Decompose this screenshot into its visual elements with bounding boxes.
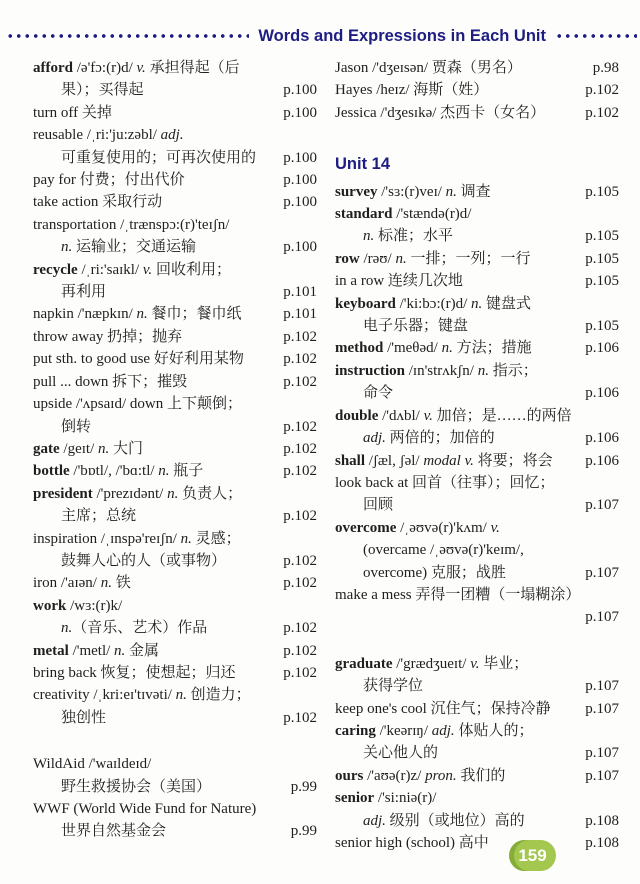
page-ref: p.102	[283, 575, 317, 592]
page-ref: p.107	[585, 745, 619, 762]
entry-line	[335, 181, 619, 203]
entry-line	[33, 326, 317, 348]
word-list-right-column	[335, 57, 619, 854]
entry-text: 命令	[363, 385, 394, 402]
entry-line	[335, 382, 619, 404]
page-ref: p.100	[283, 172, 317, 189]
word-entry	[33, 57, 317, 102]
entry-text: in a row 连续几次地	[335, 273, 463, 290]
page-ref: p.101	[283, 284, 317, 301]
page-ref: p.102	[585, 104, 619, 121]
word-entry	[33, 528, 317, 573]
entry-line	[335, 57, 619, 79]
page-ref: p.107	[585, 767, 619, 784]
entry-text: recycle /ˌri:'saɪkl/ v. 回收利用；	[33, 261, 231, 278]
page-ref: p.106	[585, 385, 619, 402]
entry-line	[335, 765, 619, 787]
entry-line	[33, 416, 317, 438]
entry-text: 鼓舞人心的人（或事物）	[61, 552, 227, 569]
page-ref: p.108	[585, 835, 619, 851]
entry-text: inspiration /ˌɪnspə'reɪʃn/ n. 灵感；	[33, 530, 241, 547]
entry-line	[335, 742, 619, 764]
page-number-badge: 159	[509, 840, 556, 871]
entry-text: pay for 付费；付出代价	[33, 172, 185, 189]
word-entry	[33, 640, 317, 662]
entry-text: take action 采取行动	[33, 194, 163, 211]
word-entry	[33, 214, 317, 259]
page-ref: p.106	[585, 430, 619, 447]
entry-text: 可重复使用的；可再次使用的	[61, 149, 257, 166]
word-list	[33, 57, 619, 854]
entry-line	[33, 662, 317, 684]
entry-line	[33, 640, 317, 662]
page-ref: p.106	[585, 340, 619, 357]
word-entry	[335, 248, 619, 270]
entry-line	[335, 360, 619, 382]
page-ref: p.105	[585, 318, 619, 335]
page-ref: p.105	[585, 273, 619, 290]
page-ref: p.107	[585, 564, 619, 581]
word-entry	[33, 798, 317, 843]
entry-text: 再利用	[61, 284, 107, 301]
entry-line	[335, 472, 619, 494]
entry-text: survey /'sɜ:(r)veɪ/ n. 调查	[335, 183, 491, 200]
word-entry	[33, 460, 317, 482]
entry-line	[335, 517, 619, 539]
entry-line	[33, 281, 317, 303]
entry-line	[335, 584, 619, 606]
entry-line	[33, 147, 317, 169]
entry-text: standard /'stændə(r)d/	[335, 206, 472, 223]
page-ref: p.101	[283, 306, 317, 323]
word-entry	[33, 393, 317, 438]
entry-line	[335, 450, 619, 472]
list-gap	[335, 124, 619, 148]
page-ref: p.102	[283, 328, 317, 345]
entry-text: 关心他人的	[363, 745, 439, 762]
word-entry	[33, 595, 317, 640]
word-entry	[335, 337, 619, 359]
entry-line	[33, 57, 317, 79]
entry-line	[335, 810, 619, 832]
entry-line	[335, 248, 619, 270]
word-entry	[335, 720, 619, 765]
word-entry	[335, 787, 619, 832]
entry-text: creativity /ˌkri:eɪ'tɪvəti/ n. 创造力；	[33, 687, 251, 704]
entry-text: gate /geɪt/ n. 大门	[33, 440, 143, 457]
word-entry	[335, 405, 619, 450]
word-entry	[33, 662, 317, 684]
word-entry	[335, 765, 619, 787]
entry-text: keep one's cool 沉住气；保持冷静	[335, 700, 551, 717]
word-entry	[335, 517, 619, 584]
entry-text: double /'dʌbl/ v. 加倍；是……的两倍	[335, 407, 572, 424]
entry-text: method /'meθəd/ n. 方法；措施	[335, 340, 532, 357]
entry-text: keyboard /'ki:bɔ:(r)d/ n. 键盘式	[335, 295, 532, 312]
word-entry	[33, 348, 317, 370]
word-entry	[335, 698, 619, 720]
entry-text: n.（音乐、艺术）作品	[61, 620, 208, 637]
entry-line	[33, 236, 317, 258]
entry-text: metal /'metl/ n. 金属	[33, 642, 160, 659]
entry-text: bottle /'bɒtl/, /'bɑ:tl/ n. 瓶子	[33, 463, 204, 480]
entry-text: adj. 级别（或地位）高的	[363, 812, 525, 829]
dotted-line-left	[6, 33, 249, 39]
entry-text: 野生救援协会（美国）	[61, 778, 212, 795]
page-ref: p.100	[283, 82, 317, 99]
entry-text: senior /'si:niə(r)/	[335, 790, 437, 807]
word-entry	[335, 450, 619, 472]
word-entry	[33, 371, 317, 393]
entry-text: 世界自然基金会	[61, 823, 167, 840]
entry-line	[335, 832, 619, 854]
entry-line	[33, 259, 317, 281]
page-ref: p.102	[283, 508, 317, 525]
page-ref: p.108	[585, 812, 619, 829]
entry-line	[335, 606, 619, 628]
entry-text: 回顾	[363, 497, 394, 514]
entry-line	[33, 393, 317, 415]
entry-text: WildAid /'waɪldeɪd/	[33, 756, 152, 773]
entry-text: Hayes /heɪz/ 海斯（姓）	[335, 82, 489, 99]
entry-text: work /wɜ:(r)k/	[33, 597, 123, 614]
word-entry	[335, 102, 619, 124]
entry-line	[33, 483, 317, 505]
word-entry	[335, 293, 619, 338]
entry-text: overcome) 克服；战胜	[363, 564, 506, 581]
entry-line	[335, 698, 619, 720]
word-entry	[33, 753, 317, 798]
entry-text: senior high (school) 高中	[335, 835, 489, 851]
entry-line	[33, 684, 317, 706]
entry-line	[33, 753, 317, 775]
page-ref: p.102	[283, 418, 317, 435]
page-ref: p.107	[585, 609, 619, 626]
word-entry	[335, 472, 619, 517]
entry-line	[33, 438, 317, 460]
entry-line	[335, 293, 619, 315]
entry-line	[33, 214, 317, 236]
entry-line	[33, 79, 317, 101]
entry-line	[33, 572, 317, 594]
entry-text: (overcame /ˌəʊvə(r)'keɪm/,	[363, 542, 524, 559]
word-entry	[335, 653, 619, 698]
page-ref: p.106	[585, 452, 619, 469]
page-ref: p.107	[585, 497, 619, 514]
entry-line	[335, 405, 619, 427]
entry-line	[33, 348, 317, 370]
page-ref: p.102	[283, 351, 317, 368]
page-ref: p.102	[283, 440, 317, 457]
entry-text: ours /'aʊə(r)z/ pron. 我们的	[335, 767, 506, 784]
entry-text: adj. 两倍的；加倍的	[363, 430, 495, 447]
entry-line	[33, 550, 317, 572]
entry-line	[33, 776, 317, 798]
entry-line	[335, 270, 619, 292]
word-entry	[335, 584, 619, 629]
entry-text: 电子乐器；键盘	[363, 318, 469, 335]
entry-text: turn off 关掉	[33, 104, 112, 121]
page-title: Words and Expressions in Each Unit	[258, 26, 546, 45]
entry-text: 主席；总统	[61, 508, 137, 525]
entry-text: instruction /ɪn'strʌkʃn/ n. 指示；	[335, 362, 538, 379]
entry-text: napkin /'næpkɪn/ n. 餐巾；餐巾纸	[33, 306, 242, 323]
entry-line	[335, 675, 619, 697]
page-ref: p.100	[283, 104, 317, 121]
word-list-left-column	[33, 57, 317, 854]
entry-line	[33, 102, 317, 124]
entry-line	[335, 102, 619, 124]
page-ref: p.99	[290, 823, 317, 840]
entry-text: WWF (World Wide Fund for Nature)	[33, 801, 257, 817]
page-header	[6, 26, 637, 46]
entry-text: graduate /'grædʒueɪt/ v. 毕业；	[335, 655, 529, 672]
word-entry	[33, 259, 317, 304]
word-entry	[33, 483, 317, 528]
entry-line	[33, 707, 317, 729]
entry-text: 倒转	[61, 418, 92, 435]
entry-line	[33, 191, 317, 213]
entry-text: n. 标准；水平	[363, 228, 454, 245]
word-entry	[335, 181, 619, 203]
entry-text: overcome /ˌəʊvə(r)'kʌm/ v.	[335, 519, 500, 536]
word-entry	[335, 79, 619, 101]
entry-text: president /'prezɪdənt/ n. 负责人；	[33, 485, 243, 502]
entry-line	[335, 494, 619, 516]
page-ref: p.105	[585, 183, 619, 200]
entry-line	[335, 720, 619, 742]
page-ref: p.102	[585, 82, 619, 99]
entry-line	[335, 562, 619, 584]
word-entry	[33, 326, 317, 348]
word-entry	[33, 169, 317, 191]
word-entry	[33, 572, 317, 594]
entry-text: bring back 恢复；使想起；归还	[33, 664, 236, 681]
list-gap	[335, 629, 619, 653]
page-ref: p.98	[592, 60, 619, 76]
entry-text: put sth. to good use 好好利用某物	[33, 351, 244, 368]
word-entry	[33, 102, 317, 124]
entry-line	[33, 595, 317, 617]
page-ref: p.102	[283, 373, 317, 390]
page-ref: p.105	[585, 250, 619, 267]
page-ref: p.100	[283, 239, 317, 256]
word-entry	[335, 832, 619, 854]
unit-heading: Unit 14	[335, 155, 391, 174]
word-entry	[335, 270, 619, 292]
page-ref: p.102	[283, 664, 317, 681]
entry-text: 果）；买得起	[61, 82, 144, 99]
entry-line	[33, 528, 317, 550]
page-ref: p.107	[585, 700, 619, 717]
entry-text: throw away 扔掉；抛弃	[33, 328, 183, 345]
word-entry	[33, 303, 317, 325]
entry-line	[335, 203, 619, 225]
entry-line	[335, 787, 619, 809]
entry-text: afford /ə'fɔ:(r)d/ v. 承担得起（后	[33, 60, 240, 76]
entry-text: Jessica /'dʒesɪkə/ 杰西卡（女名）	[335, 104, 546, 121]
entry-line	[335, 539, 619, 561]
entry-text: shall /ʃæl, ʃəl/ modal v. 将要；将会	[335, 452, 553, 469]
entry-text: n. 运输业；交通运输	[61, 239, 197, 256]
dotted-line-right	[555, 33, 637, 39]
word-entry	[335, 203, 619, 248]
entry-line	[33, 460, 317, 482]
entry-text: make a mess 弄得一团糟（一塌糊涂）	[335, 586, 581, 603]
entry-text: caring /'keərɪŋ/ adj. 体贴人的；	[335, 722, 534, 739]
entry-text: 独创性	[61, 709, 107, 726]
page-ref: p.100	[283, 194, 317, 211]
entry-text: row /rəʊ/ n. 一排；一列；一行	[335, 250, 531, 267]
entry-text: iron /'aɪən/ n. 铁	[33, 575, 131, 592]
page-ref: p.107	[585, 678, 619, 695]
entry-line	[33, 617, 317, 639]
entry-line	[33, 169, 317, 191]
page-ref: p.102	[283, 620, 317, 637]
entry-line	[33, 505, 317, 527]
page-ref: p.102	[283, 463, 317, 480]
entry-line	[33, 124, 317, 146]
entry-line	[33, 303, 317, 325]
entry-line	[335, 653, 619, 675]
entry-line	[335, 79, 619, 101]
entry-text: 获得学位	[363, 678, 424, 695]
entry-line	[335, 315, 619, 337]
word-entry	[335, 360, 619, 405]
entry-text: upside /'ʌpsaɪd/ down 上下颠倒；	[33, 396, 242, 413]
page-ref: p.102	[283, 642, 317, 659]
word-entry	[335, 57, 619, 79]
entry-text: transportation /ˌtrænspɔ:(r)'teɪʃn/	[33, 216, 230, 233]
entry-text: reusable /ˌri:'ju:zəbl/ adj.	[33, 127, 184, 144]
list-gap	[33, 729, 317, 753]
entry-line	[335, 225, 619, 247]
entry-text: pull ... down 拆下；摧毁	[33, 373, 188, 390]
entry-line	[33, 820, 317, 842]
word-entry	[33, 438, 317, 460]
entry-line	[33, 798, 317, 820]
entry-line	[335, 337, 619, 359]
page-ref: p.102	[283, 552, 317, 569]
page-ref: p.100	[283, 149, 317, 166]
entry-line	[33, 371, 317, 393]
page-ref: p.99	[290, 778, 317, 795]
entry-text: look back at 回首（往事）；回忆；	[335, 474, 555, 491]
page-ref: p.105	[585, 228, 619, 245]
entry-text: Jason /'dʒeɪsən/ 贾森（男名）	[335, 60, 522, 76]
word-entry	[33, 191, 317, 213]
word-entry	[33, 684, 317, 729]
entry-line	[335, 427, 619, 449]
page-ref: p.102	[283, 709, 317, 726]
word-entry	[33, 124, 317, 169]
